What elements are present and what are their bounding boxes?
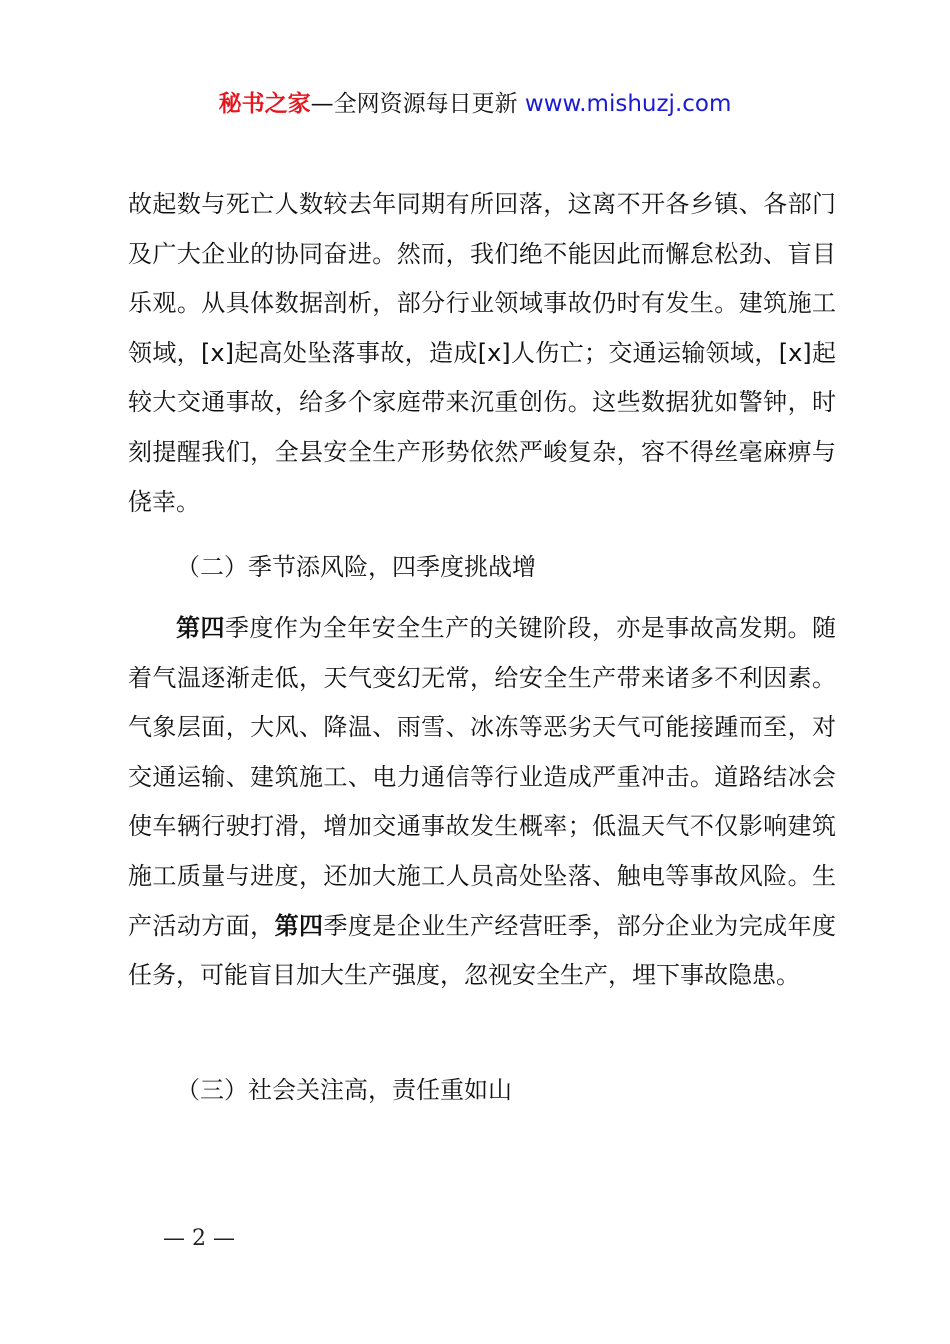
section-heading-2: （二）季节添风险，四季度挑战增 bbox=[176, 553, 536, 581]
header-brand: 秘书之家 bbox=[218, 91, 311, 117]
page-header bbox=[0, 86, 950, 122]
header-url[interactable]: www.mishuzj.com bbox=[524, 91, 732, 117]
page-number: — 2 — bbox=[163, 1226, 235, 1251]
paragraph-2-bold-1: 第四 bbox=[176, 614, 225, 642]
section-heading-3: （三）社会关注高，责任重如山 bbox=[176, 1076, 512, 1104]
paragraph-1: 故起数与死亡人数较去年同期有所回落，这离不开各乡镇、各部门及广大企业的协同奋进。然而，我们绝不能因此而懈怠松劲、盲目乐观。从具体数据剖析，部分行业领域事故仍时有发生。建筑施工领域，[x]起高处坠落事故，造成[x]人伤亡；交通运输领域，[x]起较大交通事故，给多个家庭带来沉重创伤。这些数据犹如警钟，时刻提醒我们，全县安全生产形势依然严峻复杂，容不得丝毫麻痹与侥幸。 bbox=[128, 190, 836, 516]
header-slogan: —全网资源每日更新 bbox=[310, 91, 525, 117]
paragraph-2-text-1: 季度作为全年安全生产的关键阶段，亦是事故高发期。随着气温逐渐走低，天气变幻无常，给安全生产带来诸多不利因素。气象层面，大风、降温、雨雪、冰冻等恶劣天气可能接踵而至，对交通运输、建筑施工、电力通信等行业造成严重冲击。道路结冰会使车辆行驶打滑，增加交通事故发生概率；低温天气不仅影响建筑施工质量与进度，还加大施工人员高处坠落、触电等事故风险。生产活动方面， bbox=[128, 614, 837, 940]
paragraph-2-bold-2: 第四 bbox=[274, 911, 324, 940]
paragraph-2-text-2: 季度是企业生产经营旺季，部分企业为完成年度任务，可能盲目加大生产强度，忽视安全生产，埋下事故隐患。 bbox=[128, 911, 837, 990]
paragraph-2 bbox=[128, 604, 836, 1001]
